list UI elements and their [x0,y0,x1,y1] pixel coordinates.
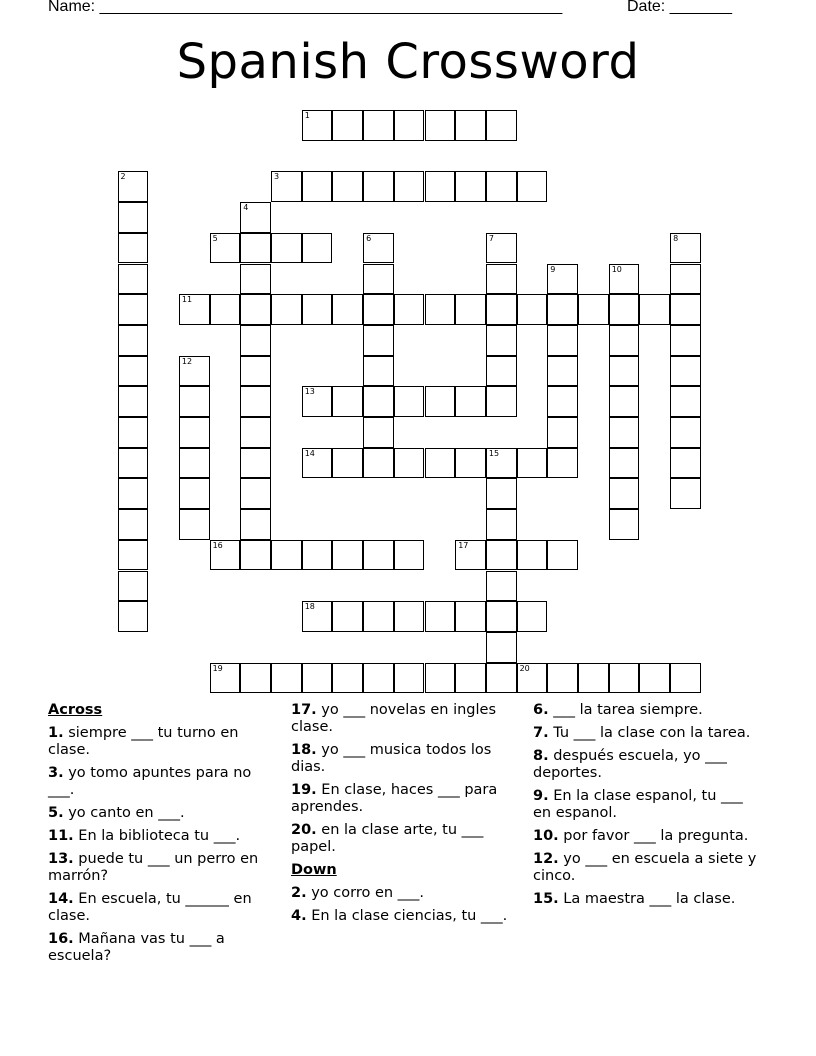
grid-cell[interactable] [517,294,548,325]
grid-cell[interactable] [670,386,701,417]
cell-number: 11 [181,295,193,305]
grid-cell[interactable] [363,601,394,632]
grid-cell[interactable] [547,356,578,387]
page-title: Spanish Crossword [176,34,640,90]
clue-text: por favor ___ la pregunta. [558,828,749,844]
grid-cell[interactable] [240,448,271,479]
clue-number: 11. [48,828,74,844]
clue-number: 14. [48,891,74,907]
grid-cell[interactable] [639,663,670,694]
cell-number: 9 [550,264,556,274]
grid-cell[interactable] [240,264,271,295]
grid-cell[interactable] [179,417,210,448]
grid-cell[interactable] [609,356,640,387]
clue-number: 17. [291,702,317,718]
grid-cell[interactable] [486,601,517,632]
grid-cell[interactable] [486,663,517,694]
clue-number: 19. [291,782,317,798]
clue-down-9 [533,788,765,822]
grid-cell[interactable] [118,325,149,356]
cell-number: 17 [458,540,469,550]
clue-number: 3. [48,765,64,781]
grid-cell[interactable] [394,601,425,632]
grid-cell[interactable] [118,540,149,571]
grid-cell[interactable] [363,325,394,356]
clue-number: 15. [533,891,559,907]
grid-cell[interactable] [486,171,517,202]
grid-cell[interactable] [240,325,271,356]
clue-number: 9. [533,788,549,804]
grid-cell[interactable] [394,540,425,571]
grid-cell[interactable] [332,386,363,417]
grid-cell[interactable] [271,294,302,325]
clue-text: yo ___ novelas en ingles clase. [291,702,497,735]
clue-down-2 [291,885,513,902]
clue-down-10 [533,828,765,845]
grid-cell[interactable] [302,663,333,694]
grid-cell[interactable] [210,233,241,264]
grid-cell[interactable] [118,171,149,202]
grid-cell[interactable] [670,417,701,448]
grid-cell[interactable] [363,417,394,448]
grid-cell[interactable] [394,386,425,417]
grid-cell[interactable] [486,448,517,479]
date-label: Date: [627,0,670,15]
clue-text: yo ___ en escuela a siete y cinco. [533,851,757,884]
cell-number: 6 [366,233,372,243]
grid-cell[interactable] [118,233,149,264]
grid-cell[interactable] [670,264,701,295]
grid-cell[interactable] [609,386,640,417]
clue-number: 20. [291,822,317,838]
grid-cell[interactable] [425,601,456,632]
grid-cell[interactable] [302,601,333,632]
grid-cell[interactable] [179,509,210,540]
grid-cell[interactable] [363,356,394,387]
grid-cell[interactable] [271,663,302,694]
grid-cell[interactable] [240,233,271,264]
grid-cell[interactable] [486,356,517,387]
grid-cell[interactable] [240,509,271,540]
grid-cell[interactable] [547,663,578,694]
grid-cell[interactable] [179,386,210,417]
grid-cell[interactable] [118,478,149,509]
grid-cell[interactable] [486,478,517,509]
clue-number: 18. [291,742,317,758]
clue-across-16 [48,931,270,965]
grid-cell[interactable] [240,478,271,509]
grid-cell[interactable] [486,325,517,356]
cell-number: 12 [181,356,193,366]
grid-cell[interactable] [670,478,701,509]
clues-column-1 [48,702,270,971]
grid-cell[interactable] [271,540,302,571]
grid-cell[interactable] [425,663,456,694]
name-blank[interactable]: ____________________________________________________ [99,0,563,15]
grid-cell[interactable] [547,417,578,448]
clue-across-3 [48,765,270,799]
clue-text: La maestra ___ la clase. [558,891,736,907]
grid-cell[interactable] [486,233,517,264]
grid-cell[interactable] [670,325,701,356]
grid-cell[interactable] [240,386,271,417]
clue-number: 5. [48,805,64,821]
grid-cell[interactable] [118,601,149,632]
grid-cell[interactable] [609,325,640,356]
down-heading: Down [291,862,337,878]
clue-across-11 [48,828,270,845]
clue-across-20 [291,822,513,856]
grid-cell[interactable] [118,386,149,417]
grid-cell[interactable] [455,386,486,417]
cell-number: 4 [243,203,249,213]
cell-number: 18 [304,602,315,612]
grid-cell[interactable] [332,110,363,141]
clue-number: 8. [533,748,549,764]
grid-cell[interactable] [609,417,640,448]
grid-cell[interactable] [118,509,149,540]
grid-cell[interactable] [517,540,548,571]
grid-cell[interactable] [455,663,486,694]
grid-cell[interactable] [609,448,640,479]
cell-number: 19 [212,663,223,673]
grid-cell[interactable] [118,417,149,448]
grid-cell[interactable] [670,356,701,387]
grid-cell[interactable] [486,110,517,141]
grid-cell[interactable] [455,601,486,632]
grid-cell[interactable] [363,294,394,325]
grid-cell[interactable] [609,294,640,325]
clue-number: 2. [291,885,307,901]
clue-down-6 [533,702,765,719]
grid-cell[interactable] [332,601,363,632]
clue-text: En la clase espanol, tu ___ en espanol. [533,788,743,821]
grid-cell[interactable] [332,448,363,479]
clue-across-17 [291,702,513,736]
grid-cell[interactable] [302,171,333,202]
clue-number: 4. [291,908,307,924]
grid-cell[interactable] [547,540,578,571]
grid-cell[interactable] [118,356,149,387]
grid-cell[interactable] [547,448,578,479]
grid-cell[interactable] [670,233,701,264]
grid-cell[interactable] [455,171,486,202]
date-blank[interactable]: _______ [669,0,732,15]
grid-cell[interactable] [486,386,517,417]
clue-across-5 [48,805,270,822]
grid-cell[interactable] [517,171,548,202]
grid-cell[interactable] [486,264,517,295]
grid-cell[interactable] [302,110,333,141]
grid-cell[interactable] [363,540,394,571]
cell-number: 1 [304,111,310,120]
grid-cell[interactable] [271,233,302,264]
grid-cell[interactable] [363,110,394,141]
clue-text: en la clase arte, tu ___ papel. [291,822,484,855]
grid-cell[interactable] [118,264,149,295]
clue-text: siempre ___ tu turno en clase. [48,725,239,758]
grid-cell[interactable] [118,294,149,325]
clue-text: yo ___ musica todos los dias. [291,742,492,775]
clue-number: 10. [533,828,559,844]
grid-cell[interactable] [363,264,394,295]
grid-cell[interactable] [455,110,486,141]
clue-number: 1. [48,725,64,741]
grid-cell[interactable] [210,294,241,325]
clue-text: En clase, haces ___ para aprendes. [291,782,498,815]
clue-text: Mañana vas tu ___ a escuela? [48,931,225,964]
grid-cell[interactable] [609,478,640,509]
clue-text: ___ la tarea siempre. [548,702,703,718]
cell-number: 16 [212,540,223,550]
grid-cell[interactable] [486,632,517,663]
clue-across-1 [48,725,270,759]
grid-cell[interactable] [425,294,456,325]
across-heading: Across [48,702,103,718]
grid-cell[interactable] [425,448,456,479]
grid-cell[interactable] [609,264,640,295]
clues-column-2 [291,702,513,931]
cell-number: 10 [611,264,622,274]
grid-cell[interactable] [363,233,394,264]
cell-number: 7 [488,233,494,243]
grid-cell[interactable] [394,171,425,202]
grid-cell[interactable] [210,663,241,694]
grid-cell[interactable] [179,356,210,387]
clue-down-7 [533,725,765,742]
cell-number: 8 [673,233,679,243]
grid-cell[interactable] [302,233,333,264]
grid-cell[interactable] [179,448,210,479]
clue-across-19 [291,782,513,816]
clue-text: En escuela, tu ______ en clase. [48,891,252,924]
cell-number: 20 [519,663,530,673]
grid-cell[interactable] [609,509,640,540]
clue-down-12 [533,851,765,885]
clue-across-18 [291,742,513,776]
clue-text: puede tu ___ un perro en marrón? [48,851,259,884]
clue-text: En la biblioteca tu ___. [73,828,241,844]
clues-column-3 [533,702,765,914]
grid-cell[interactable] [670,448,701,479]
cell-number: 13 [304,387,315,397]
grid-cell[interactable] [302,386,333,417]
grid-cell[interactable] [547,325,578,356]
grid-cell[interactable] [639,294,670,325]
grid-cell[interactable] [210,540,241,571]
grid-cell[interactable] [332,540,363,571]
grid-cell[interactable] [240,356,271,387]
cell-number: 5 [212,233,218,243]
grid-cell[interactable] [302,448,333,479]
clue-number: 7. [533,725,549,741]
grid-cell[interactable] [240,417,271,448]
grid-cell[interactable] [118,571,149,602]
clue-across-14 [48,891,270,925]
grid-cell[interactable] [363,386,394,417]
grid-cell[interactable] [118,202,149,233]
grid-cell[interactable] [240,202,271,233]
grid-cell[interactable] [425,171,456,202]
grid-cell[interactable] [517,601,548,632]
clue-down-15 [533,891,765,908]
grid-cell[interactable] [486,571,517,602]
grid-cell[interactable] [332,294,363,325]
grid-cell[interactable] [394,110,425,141]
cell-number: 14 [304,448,315,458]
clue-number: 13. [48,851,74,867]
grid-cell[interactable] [455,540,486,571]
clue-number: 12. [533,851,559,867]
grid-cell[interactable] [240,540,271,571]
grid-cell[interactable] [179,478,210,509]
grid-cell[interactable] [547,294,578,325]
grid-cell[interactable] [332,171,363,202]
cell-number: 3 [274,172,280,182]
grid-cell[interactable] [363,448,394,479]
clue-text: después escuela, yo ___ deportes. [533,748,727,781]
cell-number: 15 [488,448,500,458]
grid-cell[interactable] [394,294,425,325]
clue-down-8 [533,748,765,782]
clue-number: 16. [48,931,74,947]
clue-text: yo corro en ___. [306,885,425,901]
clue-text: En la clase ciencias, tu ___. [306,908,508,924]
clue-text: yo tomo apuntes para no ___. [48,765,252,798]
grid-cell[interactable] [302,294,333,325]
grid-cell[interactable] [670,663,701,694]
grid-cell[interactable] [547,386,578,417]
grid-cell[interactable] [271,171,302,202]
clue-across-13 [48,851,270,885]
grid-cell[interactable] [609,663,640,694]
grid-cell[interactable] [118,448,149,479]
grid-cell[interactable] [578,294,609,325]
grid-cell[interactable] [425,386,456,417]
clue-down-4 [291,908,513,925]
grid-cell[interactable] [578,663,609,694]
grid-cell[interactable] [363,171,394,202]
clue-number: 6. [533,702,549,718]
clue-text: Tu ___ la clase con la tarea. [548,725,751,741]
clue-text: yo canto en ___. [63,805,185,821]
grid-cell[interactable] [179,294,210,325]
grid-cell[interactable] [240,663,271,694]
grid-cell[interactable] [332,663,363,694]
grid-cell[interactable] [302,540,333,571]
grid-cell[interactable] [363,663,394,694]
grid-cell[interactable] [670,294,701,325]
grid-cell[interactable] [240,294,271,325]
grid-cell[interactable] [455,448,486,479]
grid-cell[interactable] [486,509,517,540]
grid-cell[interactable] [486,294,517,325]
cell-number: 2 [120,172,126,182]
grid-cell[interactable] [517,448,548,479]
grid-cell[interactable] [425,110,456,141]
grid-cell[interactable] [394,448,425,479]
grid-cell[interactable] [394,663,425,694]
grid-cell[interactable] [486,540,517,571]
grid-cell[interactable] [455,294,486,325]
grid-cell[interactable] [547,264,578,295]
grid-cell[interactable] [517,663,548,694]
name-label: Name: [48,0,100,15]
